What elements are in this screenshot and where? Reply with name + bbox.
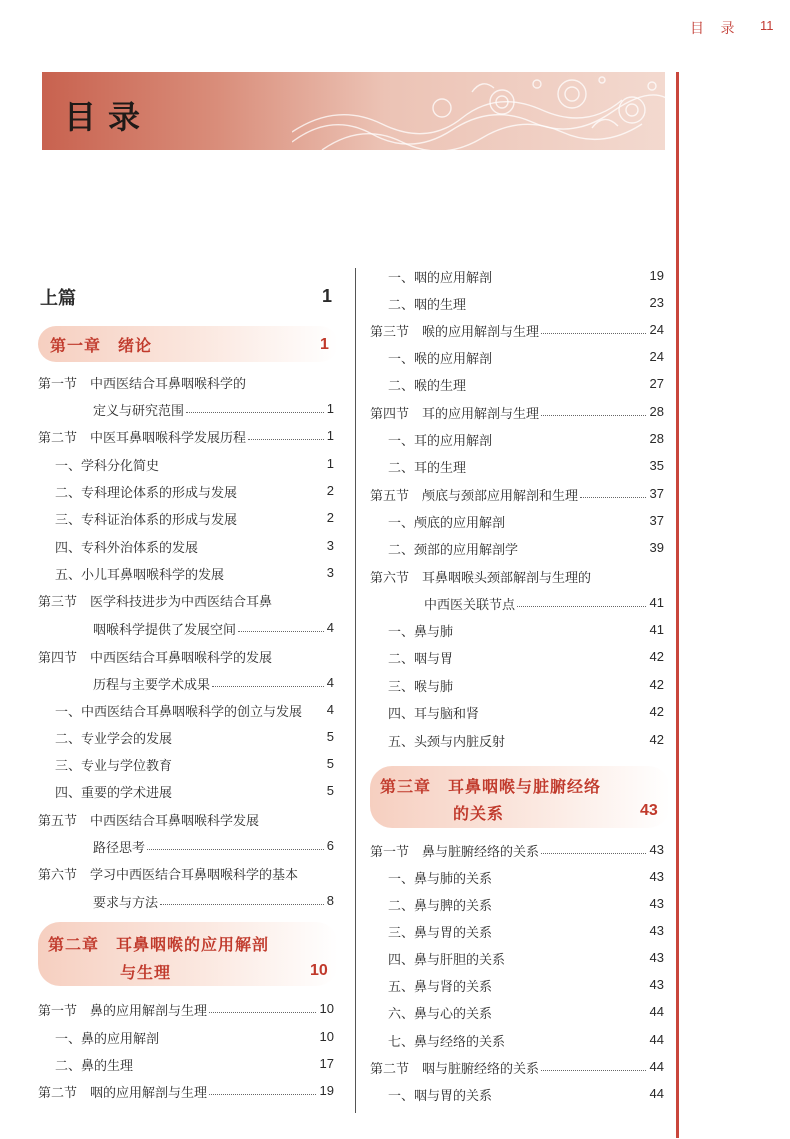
left-entry-page: 5	[326, 756, 334, 771]
right-entry-title: 二、鼻与脾的关系	[388, 899, 493, 914]
left-entry-title: 一、鼻的应用解剖	[55, 1032, 160, 1047]
left-entry-title: 四、重要的学术进展	[55, 786, 173, 801]
right-entry-page: 44	[649, 1004, 664, 1019]
left-entry-title: 二、专业学会的发展	[55, 732, 173, 747]
right-entry-page: 24	[649, 349, 664, 364]
left-entry-title: 第四节 中西医结合耳鼻咽喉科学的发展	[38, 651, 273, 666]
right-entry-page: 37	[649, 513, 664, 528]
right-entry-page: 43	[649, 896, 664, 911]
right-entry-title: 一、咽与胃的关系	[388, 1089, 493, 1104]
left-entry-title: 第一节 中西医结合耳鼻咽喉科学的	[38, 377, 247, 392]
dot-leader	[160, 904, 324, 905]
right-entry-page: 35	[649, 458, 664, 473]
left-entry-page: 2	[326, 510, 334, 525]
dot-leader	[186, 412, 324, 413]
part-page: 1	[322, 286, 333, 306]
right-entry-page: 43	[649, 842, 664, 857]
dot-leader	[248, 439, 324, 440]
running-header	[690, 18, 774, 38]
right-entry-page: 42	[649, 732, 664, 747]
left-entry-title: 三、专业与学位教育	[55, 759, 173, 774]
right-entry-page: 39	[649, 540, 664, 555]
right-entry-page: 44	[649, 1032, 664, 1047]
right-entry-title: 二、耳的生理	[388, 461, 467, 476]
chapter-2-page: 10	[310, 962, 328, 979]
left-entry-title: 五、小儿耳鼻咽喉科学的发展	[55, 568, 225, 583]
left-entry-page: 8	[326, 893, 334, 908]
part-title: 上篇	[40, 288, 76, 309]
right-entry-page: 27	[649, 376, 664, 391]
dot-leader	[209, 1094, 316, 1095]
left-entry-page: 6	[326, 838, 334, 853]
right-entry-title: 二、咽与胃	[388, 652, 454, 667]
left-entry-page: 3	[326, 565, 334, 580]
right-entry-page: 28	[649, 431, 664, 446]
left-entry-page: 10	[319, 1029, 334, 1044]
dot-leader	[541, 333, 646, 334]
left-entry-title: 第二节 中医耳鼻咽喉科学发展历程	[38, 431, 247, 446]
right-entry-title: 五、头颈与内脏反射	[388, 735, 506, 750]
right-entry-title: 第六节 耳鼻咽喉头颈部解剖与生理的	[370, 571, 592, 586]
chapter-1-page: 1	[320, 336, 329, 353]
left-entry-page: 19	[319, 1083, 334, 1098]
wave-decoration-icon	[292, 72, 665, 150]
right-entry-page: 41	[649, 622, 664, 637]
dot-leader	[580, 497, 646, 498]
page-edge-rule	[676, 72, 679, 1138]
right-entry-title: 第三节 喉的应用解剖与生理	[370, 325, 540, 340]
left-entry-page: 5	[326, 783, 334, 798]
right-entry-page: 44	[649, 1059, 664, 1074]
right-entry-title: 一、咽的应用解剖	[388, 271, 493, 286]
right-entry-title: 二、咽的生理	[388, 298, 467, 313]
chapter-2-title-line1: 第二章 耳鼻咽喉的应用解剖	[48, 935, 270, 954]
chapter-3-page: 43	[640, 802, 658, 819]
right-entry-title: 六、鼻与心的关系	[388, 1007, 493, 1022]
right-entry-page: 43	[649, 923, 664, 938]
toc-title: 目录	[64, 98, 153, 136]
left-entry-title: 第三节 医学科技进步为中西医结合耳鼻	[38, 595, 273, 610]
chapter-2-title-line2: 与生理	[120, 963, 172, 982]
right-entry-page: 43	[649, 869, 664, 884]
right-entry-title: 中西医关联节点	[424, 598, 516, 613]
page-number: 11	[760, 18, 774, 33]
left-entry-title: 一、学科分化简史	[55, 459, 160, 474]
left-entry-title: 第一节 鼻的应用解剖与生理	[38, 1004, 208, 1019]
right-entry-title: 一、颅底的应用解剖	[388, 516, 506, 531]
left-entry-title: 要求与方法	[93, 896, 159, 911]
left-entry-title: 四、专科外治体系的发展	[55, 541, 199, 556]
running-header-title: 目 录	[690, 21, 741, 37]
left-entry-page: 1	[326, 456, 334, 471]
right-entry-title: 第二节 咽与脏腑经络的关系	[370, 1062, 540, 1077]
right-entry-page: 42	[649, 677, 664, 692]
right-entry-title: 三、喉与肺	[388, 680, 454, 695]
left-entry-title: 二、专科理论体系的形成与发展	[55, 486, 238, 501]
dot-leader	[517, 606, 646, 607]
right-entry-page: 28	[649, 404, 664, 419]
left-entry-page: 1	[326, 428, 334, 443]
left-entry-title: 定义与研究范围	[93, 404, 185, 419]
left-entry-page: 4	[326, 620, 334, 635]
left-entry-page: 3	[326, 538, 334, 553]
left-entry-title: 三、专科证治体系的形成与发展	[55, 513, 238, 528]
right-entry-title: 第四节 耳的应用解剖与生理	[370, 407, 540, 422]
left-entry-title: 第五节 中西医结合耳鼻咽喉科学发展	[38, 814, 260, 829]
right-entry-title: 一、鼻与肺	[388, 625, 454, 640]
dot-leader	[147, 849, 324, 850]
right-entry-title: 二、颈部的应用解剖学	[388, 543, 519, 558]
right-entry-page: 44	[649, 1086, 664, 1101]
right-entry-page: 37	[649, 486, 664, 501]
right-entry-title: 第一节 鼻与脏腑经络的关系	[370, 845, 540, 860]
right-entry-title: 一、耳的应用解剖	[388, 434, 493, 449]
right-entry-title: 一、喉的应用解剖	[388, 352, 493, 367]
left-entry-page: 10	[319, 1001, 334, 1016]
left-entry-page: 4	[326, 702, 334, 717]
right-entry-page: 42	[649, 649, 664, 664]
right-entry-title: 一、鼻与肺的关系	[388, 872, 493, 887]
dot-leader	[209, 1012, 316, 1013]
dot-leader	[212, 686, 324, 687]
dot-leader	[541, 415, 646, 416]
left-entry-title: 第六节 学习中西医结合耳鼻咽喉科学的基本	[38, 868, 299, 883]
right-entry-page: 43	[649, 950, 664, 965]
right-entry-page: 19	[649, 268, 664, 283]
left-entry-title: 咽喉科学提供了发展空间	[93, 623, 237, 638]
right-entry-title: 五、鼻与肾的关系	[388, 980, 493, 995]
left-entry-title: 第二节 咽的应用解剖与生理	[38, 1086, 208, 1101]
right-entry-title: 七、鼻与经络的关系	[388, 1035, 506, 1050]
dot-leader	[541, 853, 646, 854]
left-entry-title: 路径思考	[93, 841, 146, 856]
right-entry-title: 四、耳与脑和肾	[388, 707, 480, 722]
chapter-1-title: 第一章 绪论	[50, 336, 153, 355]
left-entry-title: 二、鼻的生理	[55, 1059, 134, 1074]
column-divider	[355, 268, 356, 1113]
toc-banner	[42, 72, 665, 150]
right-entry-page: 43	[649, 977, 664, 992]
right-entry-title: 三、鼻与胃的关系	[388, 926, 493, 941]
chapter-3-title-line2: 的关系	[453, 804, 505, 823]
left-entry-title: 历程与主要学术成果	[93, 678, 211, 693]
right-entry-page: 42	[649, 704, 664, 719]
right-entry-title: 第五节 颅底与颈部应用解剖和生理	[370, 489, 579, 504]
left-entry-page: 5	[326, 729, 334, 744]
right-entry-title: 二、喉的生理	[388, 379, 467, 394]
left-entry-page: 1	[326, 401, 334, 416]
right-entry-title: 四、鼻与肝胆的关系	[388, 953, 506, 968]
dot-leader	[541, 1070, 646, 1071]
right-entry-page: 41	[649, 595, 664, 610]
left-entry-page: 4	[326, 675, 334, 690]
dot-leader	[238, 631, 324, 632]
right-entry-page: 23	[649, 295, 664, 310]
left-entry-page: 17	[319, 1056, 334, 1071]
left-entry-page: 2	[326, 483, 334, 498]
left-entry-title: 一、中西医结合耳鼻咽喉科学的创立与发展	[55, 705, 303, 720]
right-entry-page: 24	[649, 322, 664, 337]
chapter-3-title-line1: 第三章 耳鼻咽喉与脏腑经络	[380, 777, 602, 796]
